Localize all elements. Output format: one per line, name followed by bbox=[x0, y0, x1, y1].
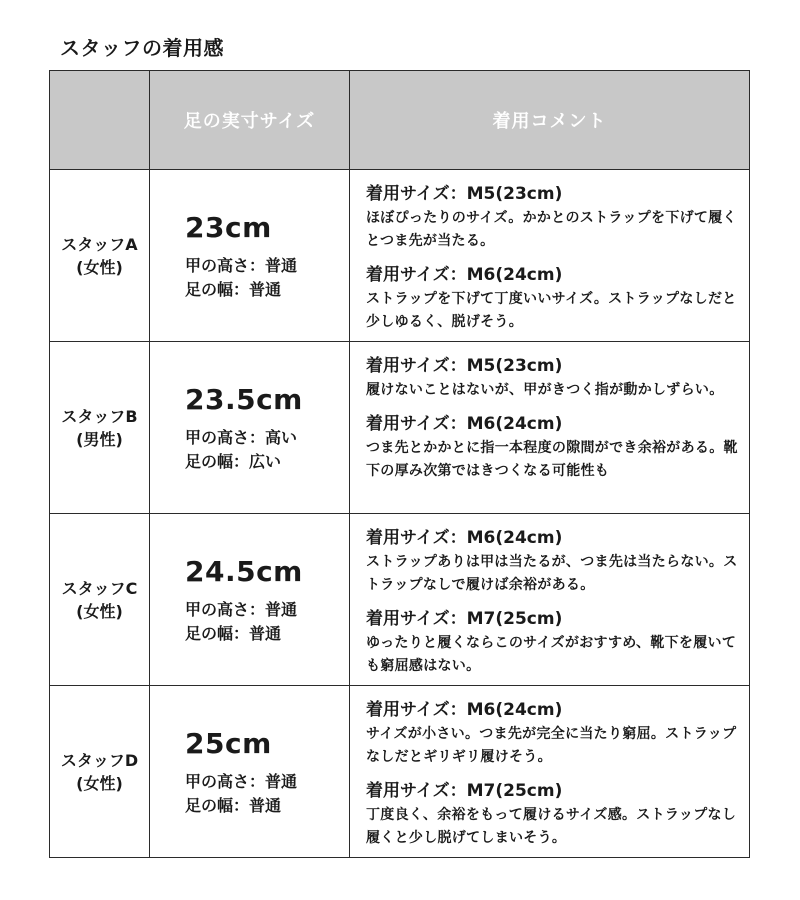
comment-block bbox=[366, 412, 739, 483]
foot-size-cell bbox=[150, 514, 350, 686]
staff-gender: (女性) bbox=[76, 257, 123, 277]
foot-width: 足の幅：普通 bbox=[185, 623, 282, 643]
worn-size: 着用サイズ：M5(23cm) bbox=[366, 356, 563, 376]
comment-cell bbox=[350, 514, 750, 686]
comment-text: ゆったりと履くならこのサイズがおすすめ、靴下を履いても窮屈感はない。 bbox=[366, 635, 737, 674]
comment-cell bbox=[350, 686, 750, 858]
instep-height: 甲の高さ：高い bbox=[185, 427, 298, 447]
staff-cell bbox=[50, 686, 150, 858]
worn-size: 着用サイズ：M6(24cm) bbox=[366, 265, 563, 285]
comment-text: つま先とかかとに指一本程度の隙間ができ余裕がある。靴下の厚み次第ではきつくなる可能性も bbox=[366, 440, 738, 479]
comment-block bbox=[366, 526, 739, 597]
comment-text: サイズが小さい。つま先が完全に当たり窮屈。ストラップなしだとギリギリ履けそう。 bbox=[366, 726, 737, 765]
instep-height: 甲の高さ：普通 bbox=[185, 599, 298, 619]
staff-gender: (男性) bbox=[76, 429, 123, 449]
table-row bbox=[50, 686, 750, 858]
instep-height: 甲の高さ：普通 bbox=[185, 771, 298, 791]
foot-size-cell bbox=[150, 170, 350, 342]
header-comment: 着用コメント bbox=[350, 71, 750, 170]
foot-width: 足の幅：普通 bbox=[185, 279, 282, 299]
comment-block bbox=[366, 779, 739, 850]
comment-text: 丁度良く、余裕をもって履けるサイズ感。ストラップなし履くと少し脱げてしまいそう。 bbox=[366, 807, 737, 846]
comment-text: ほぼぴったりのサイズ。かかとのストラップを下げて履くとつま先が当たる。 bbox=[366, 210, 737, 249]
table-row bbox=[50, 514, 750, 686]
worn-size: 着用サイズ：M6(24cm) bbox=[366, 414, 563, 434]
foot-size-value: 24.5cm bbox=[185, 554, 303, 588]
header-foot-size: 足の実寸サイズ bbox=[150, 71, 350, 170]
foot-size-value: 23.5cm bbox=[185, 382, 303, 416]
foot-width: 足の幅：普通 bbox=[185, 795, 282, 815]
foot-size-value: 25cm bbox=[185, 726, 272, 760]
staff-cell bbox=[50, 514, 150, 686]
worn-size: 着用サイズ：M6(24cm) bbox=[366, 700, 563, 720]
comment-cell bbox=[350, 342, 750, 514]
comment-text: ストラップありは甲は当たるが、つま先は当たらない。ストラップなしで履けば余裕がある。 bbox=[366, 554, 738, 593]
comment-block bbox=[366, 698, 739, 769]
worn-size: 着用サイズ：M6(24cm) bbox=[366, 528, 563, 548]
header-staff bbox=[50, 71, 150, 170]
worn-size: 着用サイズ：M5(23cm) bbox=[366, 184, 563, 204]
staff-fit-table bbox=[49, 70, 750, 858]
staff-cell bbox=[50, 342, 150, 514]
page-title: スタッフの着用感 bbox=[60, 36, 224, 60]
comment-block bbox=[366, 354, 739, 402]
table-header bbox=[50, 71, 750, 170]
staff-cell bbox=[50, 170, 150, 342]
worn-size: 着用サイズ：M7(25cm) bbox=[366, 609, 563, 629]
staff-name: スタッフC bbox=[61, 578, 138, 598]
foot-width: 足の幅：広い bbox=[185, 451, 282, 471]
staff-gender: (女性) bbox=[76, 601, 123, 621]
staff-gender: (女性) bbox=[76, 773, 123, 793]
comment-block bbox=[366, 182, 739, 253]
comment-text: ストラップを下げて丁度いいサイズ。ストラップなしだと少しゆるく、脱げそう。 bbox=[366, 291, 737, 330]
table-row bbox=[50, 342, 750, 514]
staff-name: スタッフD bbox=[60, 750, 139, 770]
foot-size-cell bbox=[150, 686, 350, 858]
comment-block bbox=[366, 263, 739, 334]
worn-size: 着用サイズ：M7(25cm) bbox=[366, 781, 563, 801]
comment-cell bbox=[350, 170, 750, 342]
staff-name: スタッフB bbox=[61, 406, 138, 426]
instep-height: 甲の高さ：普通 bbox=[185, 255, 298, 275]
comment-text: 履けないことはないが、甲がきつく指が動かしずらい。 bbox=[366, 382, 724, 398]
foot-size-value: 23cm bbox=[185, 210, 272, 244]
header-row bbox=[50, 71, 750, 170]
comment-block bbox=[366, 607, 739, 678]
table-row bbox=[50, 170, 750, 342]
staff-name: スタッフA bbox=[61, 234, 138, 254]
foot-size-cell bbox=[150, 342, 350, 514]
